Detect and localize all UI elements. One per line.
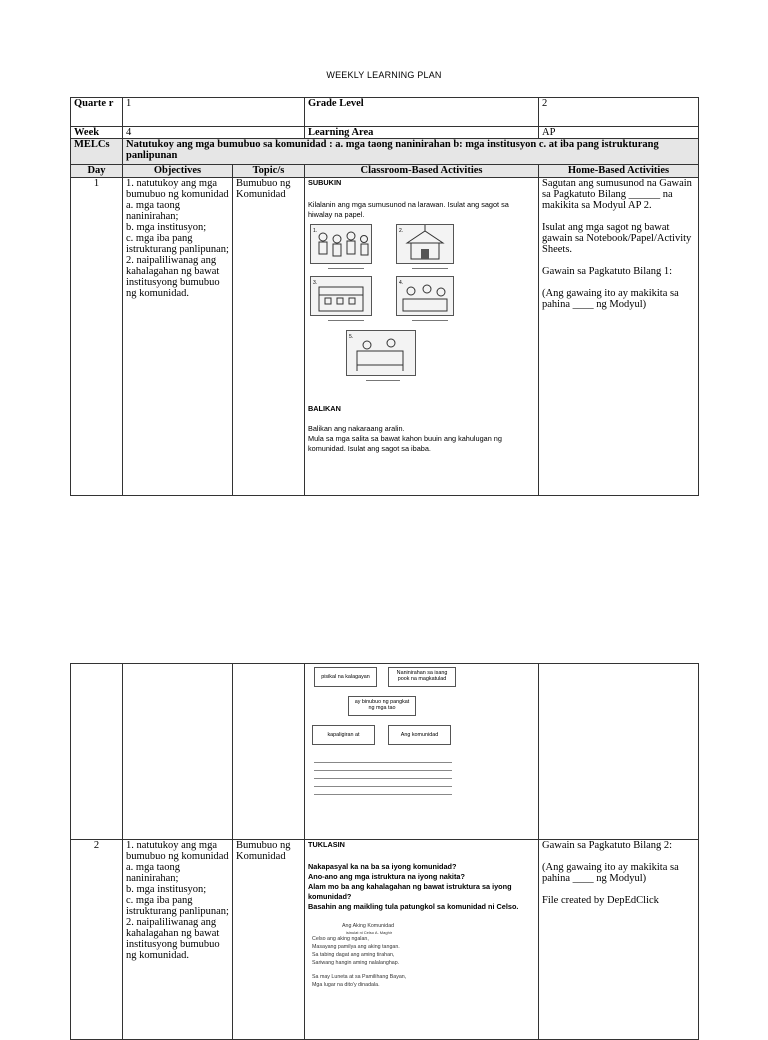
balikan-instructions: Mula sa mga salita sa bawat kahon buuin ang kahulugan ng komunidad. Isulat ang sagot sa ibaba. (308, 434, 502, 453)
tuklasin-question-2: Ano-ano ang mga istruktura na iyong nakita? (308, 872, 465, 881)
tuklasin-heading: TUKLASIN (308, 840, 345, 849)
week-label: Week (71, 127, 123, 139)
day-1-objectives: 1. natutukoy ang mga bumubuo ng komunidad a. mga taong naninirahan; b. mga institusyon; c. mga iba pang istrukturang panlipunan; 2. naipaliliwanag ang kahalagahan ng bawat institusyong bumubuo ng komunidad. (123, 178, 233, 496)
home-activity-1: Gawain sa Pagkatuto Bilang 1: (542, 266, 673, 277)
weekly-plan-table-2 (70, 663, 699, 1040)
learning-area-value: AP (539, 127, 699, 139)
header-classroom-activities: Classroom-Based Activities (305, 165, 539, 178)
day-2-home-activities (539, 840, 699, 1040)
poem-title: Ang Aking Komunidad (342, 923, 395, 929)
home-activity-2-note: (Ang gawaing ito ay makikita sa pahina ____ ng Modyul) (542, 862, 679, 884)
home-instruction-2: Isulat ang mga sagot ng bawat gawain sa Notebook/Papel/Activity Sheets. (542, 222, 692, 255)
answer-line (314, 762, 452, 763)
home-instruction-1: Sagutan ang sumusunod na Gawain sa Pagkatuto Bilang ______ na makikita sa Modyul AP 2. (542, 178, 692, 211)
balikan-word-boxes (305, 664, 539, 840)
answer-line (328, 320, 364, 321)
picture-market: 4. (396, 276, 454, 316)
tuklasin-question-3: Alam mo ba ang kahalagahan ng bawat istruktura sa iyong komunidad? (308, 882, 512, 901)
hospital-icon (347, 331, 415, 375)
home-activity-2: Gawain sa Pagkatuto Bilang 2: (542, 840, 673, 851)
picture-people: 1. (310, 224, 372, 264)
picture-hospital: 5. (346, 330, 416, 376)
tuklasin-instruction: Basahin ang maikling tula patungkol sa komunidad ni Celso. (308, 902, 519, 911)
day-1-classroom-activities (305, 178, 539, 496)
word-box-komunidad: Ang komunidad (388, 725, 451, 745)
header-objectives: Objectives (123, 165, 233, 178)
picture-school: 3. (310, 276, 372, 316)
subukin-instructions: Kilalanin ang mga sumusunod na larawan. Isulat ang sagot sa hiwalay na papel. (308, 200, 509, 219)
answer-line (366, 380, 400, 381)
day-1-home-activities (539, 178, 699, 496)
answer-line (314, 770, 452, 771)
day-2-topic: Bumubuo ng Komunidad (233, 840, 305, 1040)
learning-area-label: Learning Area (305, 127, 539, 139)
melcs-label: MELCs (71, 139, 123, 165)
answer-line (412, 320, 448, 321)
answer-line (314, 794, 452, 795)
weekly-plan-table-1 (70, 97, 699, 496)
subukin-heading: SUBUKIN (308, 178, 342, 187)
poem-excerpt (312, 922, 535, 989)
continued-day-cell (71, 664, 123, 840)
grade-level-label: Grade Level (305, 98, 539, 127)
melcs-value: Natutukoy ang mga bumubuo sa komunidad : a. mga taong naninirahan b: mga institusyon c. at iba pang istrukturang panlipunan (123, 139, 699, 165)
word-box-naninirahan: Naninirahan sa isang pook na magkatulad (388, 667, 456, 687)
header-topics: Topic/s (233, 165, 305, 178)
day-2-number: 2 (71, 840, 123, 1040)
day-2-objectives: 1. natutukoy ang mga bumubuo ng komunidad a. mga taong naninirahan; b. mga institusyon; c. mga iba pang istrukturang panlipunan; 2. naipaliliwanag ang kahalagahan ng bawat institusyong bumubuo ng komunidad. (123, 840, 233, 1040)
people-icon (311, 225, 371, 263)
quarter-label: Quarte r (71, 98, 123, 127)
header-day: Day (71, 165, 123, 178)
day-1-number: 1 (71, 178, 123, 496)
picture-church: 2. (396, 224, 454, 264)
answer-line (328, 268, 364, 269)
tuklasin-question-1: Nakapasyal ka na ba sa iyong komunidad? (308, 862, 457, 871)
poem-line: Sa may Luneta at sa Pamilihang Bayan, (312, 974, 407, 980)
poem-author: isinulat ni Celso A. Maghir (346, 930, 393, 935)
answer-line (412, 268, 448, 269)
balikan-review: Balikan ang nakaraang aralin. (308, 424, 405, 433)
answer-line (314, 786, 452, 787)
balikan-heading: BALIKAN (308, 404, 341, 413)
grade-level-value: 2 (539, 98, 699, 127)
day-1-topic: Bumubuo ng Komunidad (233, 178, 305, 496)
word-box-kapaligiran: kapaligiran at (312, 725, 375, 745)
poem-line: Masayang pamilya ang aking tangan. (312, 944, 400, 950)
continued-topic-cell (233, 664, 305, 840)
file-credit: File created by DepEdClick (542, 895, 659, 906)
word-box-binubuo: ay binubuo ng pangkat ng mga tao (348, 696, 416, 716)
page-title: WEEKLY LEARNING PLAN (326, 70, 442, 80)
continued-home-cell (539, 664, 699, 840)
header-home-activities: Home-Based Activities (539, 165, 699, 178)
poem-line: Sariwang hangin aming nalalanghap. (312, 960, 400, 966)
church-icon (397, 225, 453, 263)
day-2-classroom-activities (305, 840, 539, 1040)
answer-line (314, 778, 452, 779)
quarter-value: 1 (123, 98, 305, 127)
poem-line: Mga lugar na dito'y dinadala. (312, 982, 380, 988)
home-activity-1-note: (Ang gawaing ito ay makikita sa pahina ____ ng Modyul) (542, 288, 679, 310)
poem-line: Celso ang aking ngalan, (312, 936, 369, 942)
week-value: 4 (123, 127, 305, 139)
school-icon (311, 277, 371, 315)
poem-line: Sa tabing dagat ang aming tirahan, (312, 952, 395, 958)
word-box-pisikal: pisikal na kalagayan (314, 667, 377, 687)
market-icon (397, 277, 453, 315)
continued-objectives-cell (123, 664, 233, 840)
